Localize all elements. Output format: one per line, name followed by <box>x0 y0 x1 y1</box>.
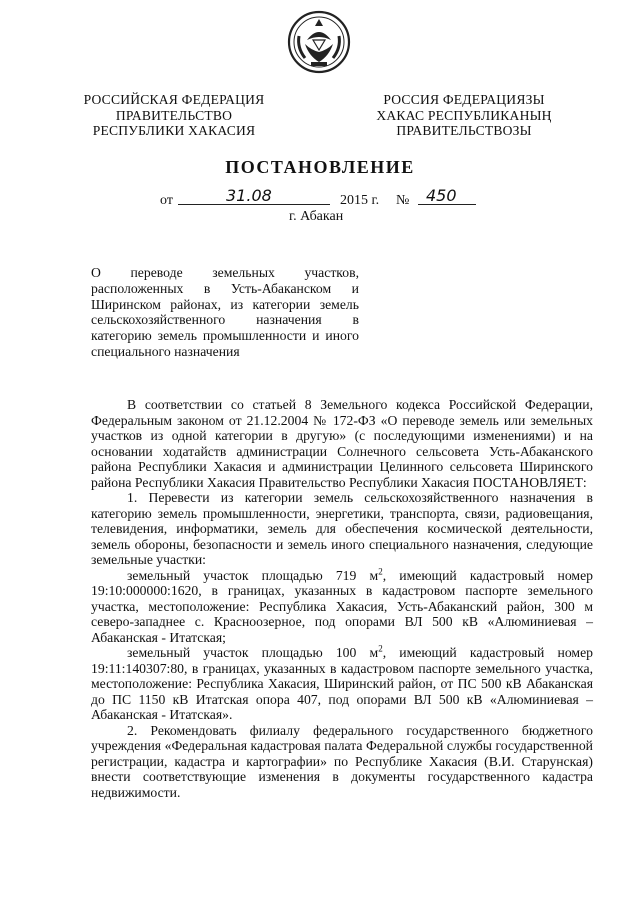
header-right-line: ПРАВИТЕЛЬСТВОЗЫ <box>396 123 532 138</box>
city-label: г. Абакан <box>289 209 344 224</box>
plot-1-text-b: , имеющий кадастровый номер 19:10:000000:1620, в границах, указанных в кадастровом паспорте земельного участка, местоположение: Республика Хакасия, Усть-Абаканский район, 300 м северо-западнее с. Красноозерное, под опорами ВЛ 500 кВ «Алюминиевая – Абаканская - Итатская; <box>91 567 593 645</box>
plot-2-superscript: 2 <box>378 643 383 654</box>
preamble-text: В соответствии со статьей 8 Земельного кодекса Российской Федерации, Федеральным законом от 21.12.2004 № 172-ФЗ «О переводе земель или земельных участков из одной категории в другую» (с последующими изменениями) и на основании ходатайств администрации Солнечного сельсовета Усть-Абаканского района Республики Хакасия и администрации Целинного сельсовета Ширинского района Республики Хакасия Правительство Республики Хакасия <box>91 397 593 490</box>
preamble-paragraph <box>91 397 593 490</box>
handwritten-date: 31.08 <box>226 186 272 205</box>
document-title: ПОСТАНОВЛЕНИЕ <box>225 157 415 177</box>
document-body <box>91 397 593 800</box>
plot-1-text-a: земельный участок площадью 719 м <box>127 567 379 583</box>
plot-1-paragraph <box>91 565 593 646</box>
number-label: № <box>396 193 410 208</box>
date-number-line <box>156 186 486 210</box>
header-right-line: РОССИЯ ФЕДЕРАЦИЯЗЫ <box>383 92 545 107</box>
header-right <box>366 92 562 139</box>
handwritten-number: 450 <box>426 186 457 205</box>
plot-2-text-b: , имеющий кадастровый номер 19:11:140307:80, в границах, указанных в кадастровом паспорте земельного участка, местоположение: Республика Хакасия, Ширинский район, от ПС 500 кВ Абаканская до ПС 1150 кВ Итатская опора 407, под опорами ВЛ 500 кВ «Алюминиевая – Абаканская - Итатская». <box>91 645 593 722</box>
coat-of-arms-icon <box>287 10 351 74</box>
header-left-line: ПРАВИТЕЛЬСТВО <box>115 107 233 123</box>
header-right-line: ХАКАС РЕСПУБЛИКАНЫҢ <box>376 107 552 123</box>
item-1-paragraph: 1. Перевести из категории земель сельскохозяйственного назначения в категорию земель промышленности, энергетики, транспорта, связи, радиовещания, телевидения, информатики, земель для обеспечения космической деятельности, земель обороны, безопасности и земель иного специального назначения, следующие земельные участки: <box>91 490 593 567</box>
plot-2-text-a: земельный участок площадью 100 м <box>127 645 379 660</box>
header-left <box>76 92 272 139</box>
year-label: 2015 г. <box>340 193 380 208</box>
date-prefix: от <box>160 193 173 208</box>
plot-1-superscript: 2 <box>378 565 383 576</box>
header-left-line: РОССИЙСКАЯ ФЕДЕРАЦИЯ <box>83 92 265 107</box>
subject-heading: О переводе земельных участков, расположенных в Усть-Абаканском и Ширинском районах, из категории земель сельскохозяйственного назначения в категорию земель промышленности и иного специального назначения <box>91 265 359 359</box>
plot-2-paragraph <box>91 645 593 723</box>
header-left-line: РЕСПУБЛИКИ ХАКАСИЯ <box>92 123 256 138</box>
item-2-paragraph: 2. Рекомендовать филиалу федерального государственного бюджетного учреждения «Федеральная кадастровая палата Федеральной службы государственной регистрации, кадастра и картографии» по Республике Хакасия (В.И. Старунская) внести соответствующие изменения в документы государственного кадастра недвижимости. <box>91 722 593 800</box>
resolves-word: ПОСТАНОВЛЯЕТ: <box>472 474 587 490</box>
